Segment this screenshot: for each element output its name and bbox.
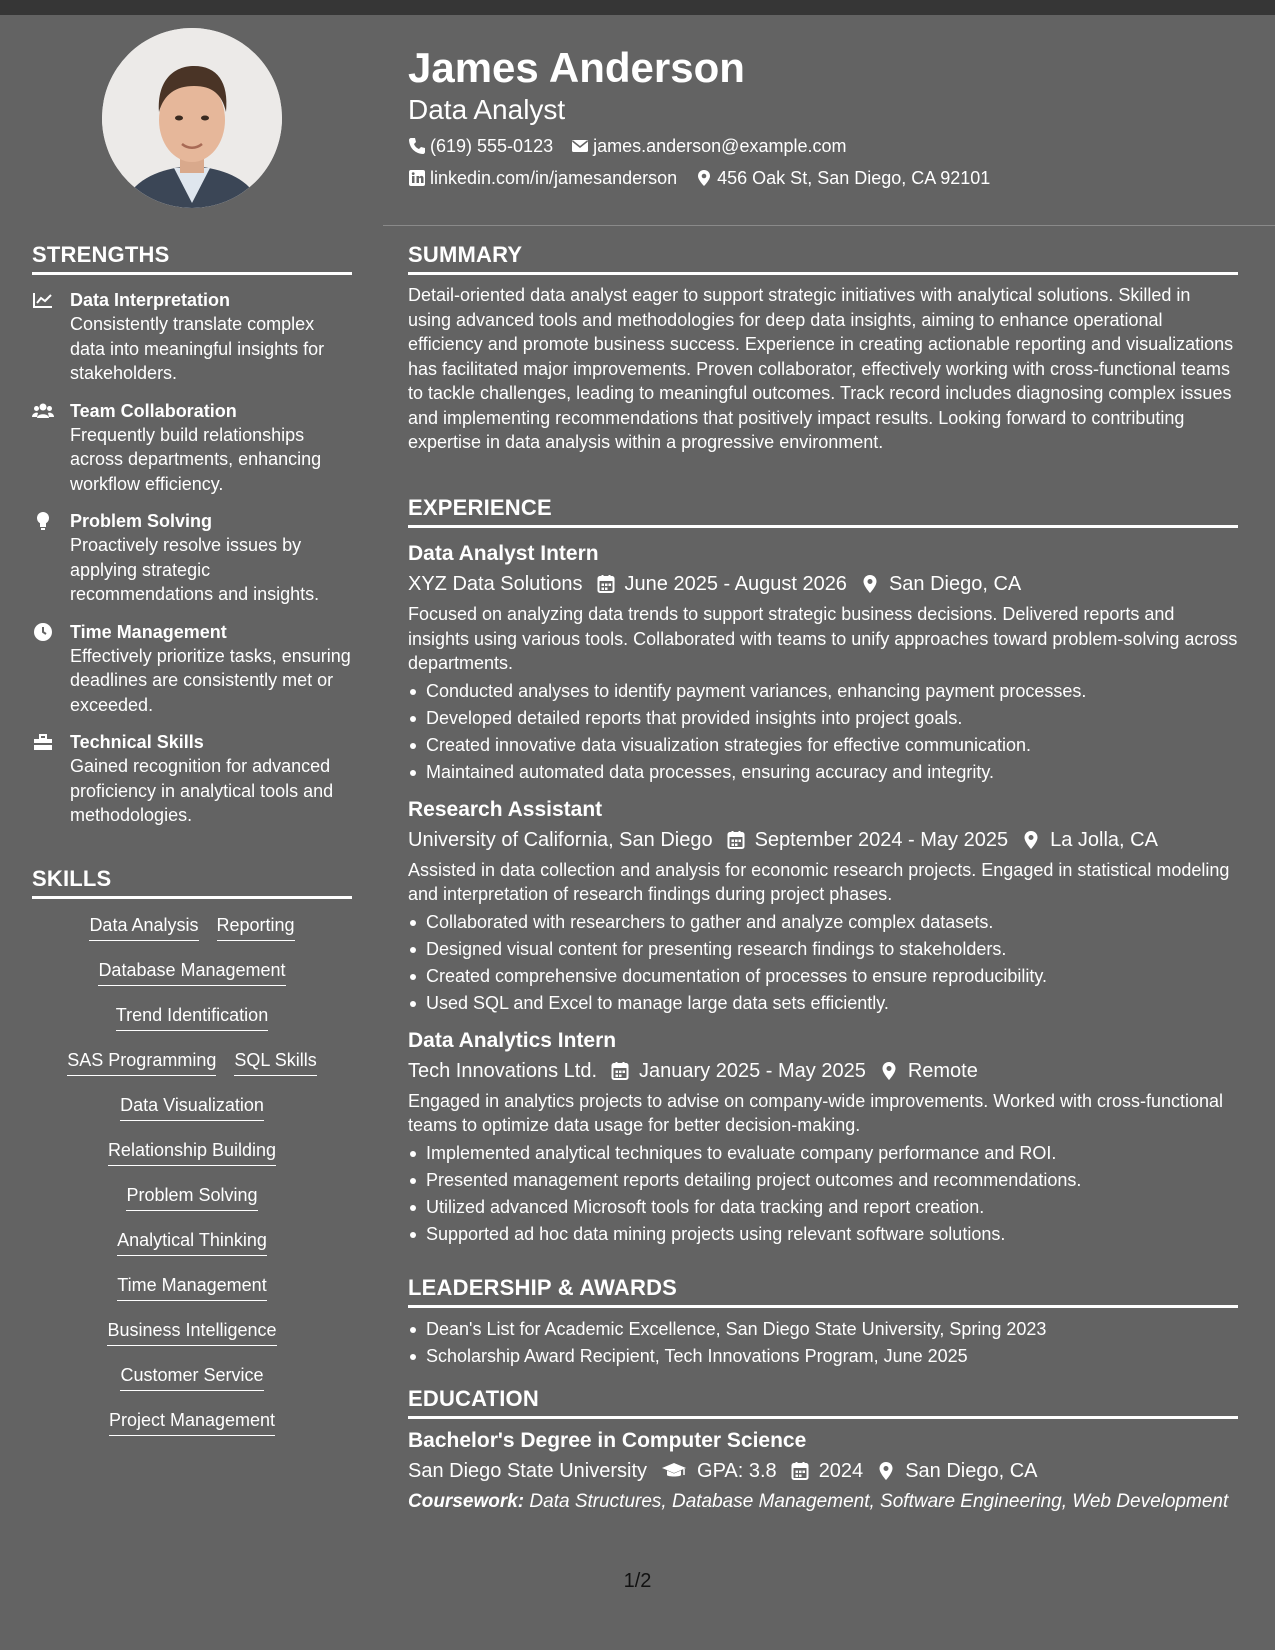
skill-row (32, 1318, 352, 1363)
skill-tag: Project Management (109, 1408, 275, 1436)
company-text: University of California, San Diego (408, 828, 713, 851)
skill-row (32, 1048, 352, 1093)
education-heading: EDUCATION (408, 1386, 1238, 1419)
job-bullet: Developed detailed reports that provided insights into project goals. (408, 705, 1238, 732)
skill-tag: SAS Programming (67, 1048, 216, 1076)
calendar-icon (597, 574, 615, 594)
job-description: Focused on analyzing data trends to support strategic business decisions. Delivered reports and insights using various tools. Collaborated with teams to unify approaches toward problem-solving across departments. (408, 604, 1238, 673)
skill-tag: Problem Solving (126, 1183, 257, 1211)
job-bullets (408, 678, 1238, 786)
experience-section (408, 495, 1238, 1248)
job-bullet: Created innovative data visualization strategies for effective communication. (408, 732, 1238, 759)
strength-item (32, 399, 352, 497)
job-title: Data Analyst Intern (408, 542, 599, 565)
strength-title: Team Collaboration (70, 400, 237, 421)
map-pin-icon (695, 169, 713, 187)
map-pin-icon (1022, 830, 1040, 850)
skill-tag: Analytical Thinking (117, 1228, 267, 1256)
skill-tag: Customer Service (120, 1363, 263, 1391)
job-description: Engaged in analytics projects to advise on company-wide improvements. Worked with cross-functional teams to optimize data usage for better decision-making. (408, 1090, 1224, 1135)
strength-title: Problem Solving (70, 511, 213, 531)
linkedin-contact[interactable] (408, 166, 677, 190)
skills-list (32, 913, 352, 1453)
linkedin-icon (408, 169, 426, 187)
experience-list (408, 540, 1238, 1248)
email-text: james.anderson@example.com (593, 136, 847, 156)
job-description: Assisted in data collection and analysis for economic research projects. Engaged in statistical modeling and interpretation of research findings during project phases. (408, 859, 1230, 904)
job-bullet: Collaborated with researchers to gather and analyze complex datasets. (408, 909, 1238, 936)
leadership-item: Dean's List for Academic Excellence, San Diego State University, Spring 2023 (408, 1316, 1238, 1343)
coursework-label: Coursework: (408, 1491, 525, 1512)
experience-heading: EXPERIENCE (408, 495, 1238, 528)
job-meta (408, 1057, 1238, 1085)
strength-desc: Effectively prioritize tasks, ensuring deadlines are consistently met or exceeded. (70, 645, 351, 715)
job-title: Research Assistant (408, 797, 603, 821)
job-bullets (408, 1140, 1238, 1248)
education-section (408, 1386, 1238, 1514)
graduation-year (791, 1457, 864, 1485)
skill-row (32, 913, 352, 958)
skills-heading: SKILLS (32, 866, 352, 899)
coursework-text: Data Structures, Database Management, Software Engineering, Web Development (529, 1491, 1229, 1512)
skill-row (32, 1138, 352, 1183)
skill-tag: Database Management (98, 958, 285, 986)
strength-desc: Proactively resolve issues by applying strategic recommendations and insights. (70, 535, 320, 604)
calendar-icon (727, 830, 745, 850)
job-location (1022, 826, 1158, 854)
job-dates (727, 826, 1009, 854)
strength-item (32, 730, 352, 828)
location-text: San Diego, CA (905, 1460, 1038, 1482)
school-text: San Diego State University (408, 1460, 648, 1482)
job-bullet: Maintained automated data processes, ensuring accuracy and integrity. (408, 759, 1238, 786)
skill-tag: Trend Identification (116, 1003, 268, 1031)
company-text: XYZ Data Solutions (408, 573, 583, 595)
skill-row (32, 1003, 352, 1048)
leadership-item: Scholarship Award Recipient, Tech Innovations Program, June 2025 (408, 1343, 1238, 1370)
gpa-text: GPA: 3.8 (697, 1460, 777, 1482)
skill-row (32, 1183, 352, 1228)
top-bar (0, 0, 1275, 15)
lightbulb-icon (32, 511, 54, 531)
leadership-list (408, 1316, 1238, 1370)
job-dates (611, 1057, 866, 1085)
leadership-section (408, 1275, 1238, 1370)
education-location (877, 1457, 1037, 1485)
skill-row (32, 1093, 352, 1138)
address-text: 456 Oak St, San Diego, CA 92101 (717, 168, 991, 188)
skill-row (32, 1408, 352, 1453)
users-icon (32, 401, 54, 421)
contact-row (408, 166, 1238, 190)
coursework (408, 1489, 1238, 1514)
job-meta (408, 570, 1238, 598)
strength-item (32, 620, 352, 718)
dates-text: September 2024 - May 2025 (754, 828, 1009, 851)
map-pin-icon (880, 1061, 898, 1081)
company (408, 1057, 597, 1085)
header-divider (383, 225, 1275, 226)
skill-row (32, 1363, 352, 1408)
job-dates (597, 570, 847, 598)
skill-tag: Business Intelligence (107, 1318, 276, 1346)
job-bullet: Conducted analyses to identify payment variances, enhancing payment processes. (408, 678, 1238, 705)
clock-icon (32, 622, 54, 642)
skill-tag: Time Management (117, 1273, 266, 1301)
skill-row (32, 958, 352, 1003)
phone-icon (408, 137, 426, 155)
skill-row (32, 1273, 352, 1318)
profile-photo (102, 28, 282, 208)
strength-item (32, 509, 352, 607)
graduation-cap-icon (661, 1461, 687, 1481)
dates-text: January 2025 - May 2025 (639, 1059, 866, 1082)
school-name (408, 1457, 647, 1485)
strengths-section (32, 242, 352, 828)
skill-tag: Reporting (217, 913, 295, 941)
job-bullets (408, 909, 1238, 1017)
degree-title: Bachelor's Degree in Computer Science (408, 1429, 807, 1452)
gpa (661, 1457, 777, 1485)
company (408, 570, 583, 598)
phone-contact[interactable] (408, 134, 553, 158)
summary-heading: SUMMARY (408, 242, 1238, 275)
company (408, 826, 713, 854)
strength-desc: Gained recognition for advanced proficiency in analytical tools and methodologies. (70, 756, 334, 825)
portrait-image (102, 28, 282, 208)
skill-tag: Data Visualization (120, 1093, 264, 1121)
email-contact[interactable] (571, 134, 846, 158)
strength-title: Time Management (70, 621, 227, 642)
dates-text: June 2025 - August 2026 (624, 573, 847, 595)
strength-title: Technical Skills (70, 732, 204, 752)
location-text: San Diego, CA (888, 573, 1022, 595)
address-contact (695, 166, 990, 190)
summary-text: Detail-oriented data analyst eager to support strategic initiatives with analytical solutions. Skilled in using advanced tools and methodologies for deep data insights, aiming to enhance operational efficiency and promote business success. Experience in creating actionable reporting and visualizations has facilitated major improvements. Proven collaborator, effectively working with cross-functional teams to tackle challenges, leading to meaningful outcomes. Track record includes diagnosing complex issues and implementing recommendations that positively impact results. Looking forward to contributing expertise in data analysis within a progressive environment. (408, 285, 1234, 452)
strength-item (32, 288, 352, 386)
strength-desc: Consistently translate complex data into meaningful insights for stakeholders. (70, 314, 325, 383)
job-location (880, 1057, 978, 1085)
candidate-title: Data Analyst (408, 94, 566, 125)
company-text: Tech Innovations Ltd. (408, 1059, 598, 1082)
map-pin-icon (877, 1461, 895, 1481)
job-bullet: Implemented analytical techniques to evaluate company performance and ROI. (408, 1140, 1238, 1167)
skills-section (32, 866, 352, 1453)
job-location (861, 570, 1021, 598)
job-entry (408, 796, 1238, 1017)
job-bullet: Utilized advanced Microsoft tools for data tracking and report creation. (408, 1194, 1238, 1221)
strengths-heading: STRENGTHS (32, 242, 352, 275)
skill-tag: Relationship Building (108, 1138, 276, 1166)
job-bullet: Presented management reports detailing project outcomes and recommendations. (408, 1167, 1238, 1194)
job-entry (408, 540, 1238, 786)
header (408, 40, 1238, 190)
year-text: 2024 (818, 1460, 864, 1482)
job-bullet: Used SQL and Excel to manage large data sets efficiently. (408, 990, 1238, 1017)
skill-tag: SQL Skills (234, 1048, 316, 1076)
chart-line-icon (32, 290, 54, 310)
job-title: Data Analytics Intern (408, 1028, 617, 1052)
leadership-heading: LEADERSHIP & AWARDS (408, 1275, 1238, 1308)
summary-section (408, 242, 1238, 455)
skill-tag: Data Analysis (89, 913, 198, 941)
calendar-icon (791, 1461, 809, 1481)
job-meta (408, 826, 1238, 854)
location-text: Remote (907, 1059, 978, 1082)
job-entry (408, 1027, 1238, 1248)
strength-title: Data Interpretation (70, 290, 231, 310)
map-pin-icon (861, 574, 879, 594)
phone-text: (619) 555-0123 (430, 136, 554, 156)
contact-row (408, 134, 1238, 158)
job-bullet: Designed visual content for presenting research findings to stakeholders. (408, 936, 1238, 963)
envelope-icon (571, 137, 589, 155)
job-bullet: Supported ad hoc data mining projects using relevant software solutions. (408, 1221, 1238, 1248)
job-bullet: Created comprehensive documentation of processes to ensure reproducibility. (408, 963, 1238, 990)
linkedin-text: linkedin.com/in/jamesanderson (430, 168, 678, 188)
calendar-icon (611, 1061, 629, 1081)
candidate-name: James Anderson (408, 44, 745, 91)
strength-desc: Frequently build relationships across departments, enhancing workflow efficiency. (70, 424, 322, 494)
toolbox-icon (32, 732, 54, 752)
page-number: 1/2 (623, 1570, 652, 1592)
skill-row (32, 1228, 352, 1273)
location-text: La Jolla, CA (1050, 828, 1158, 851)
education-meta (408, 1457, 1238, 1485)
